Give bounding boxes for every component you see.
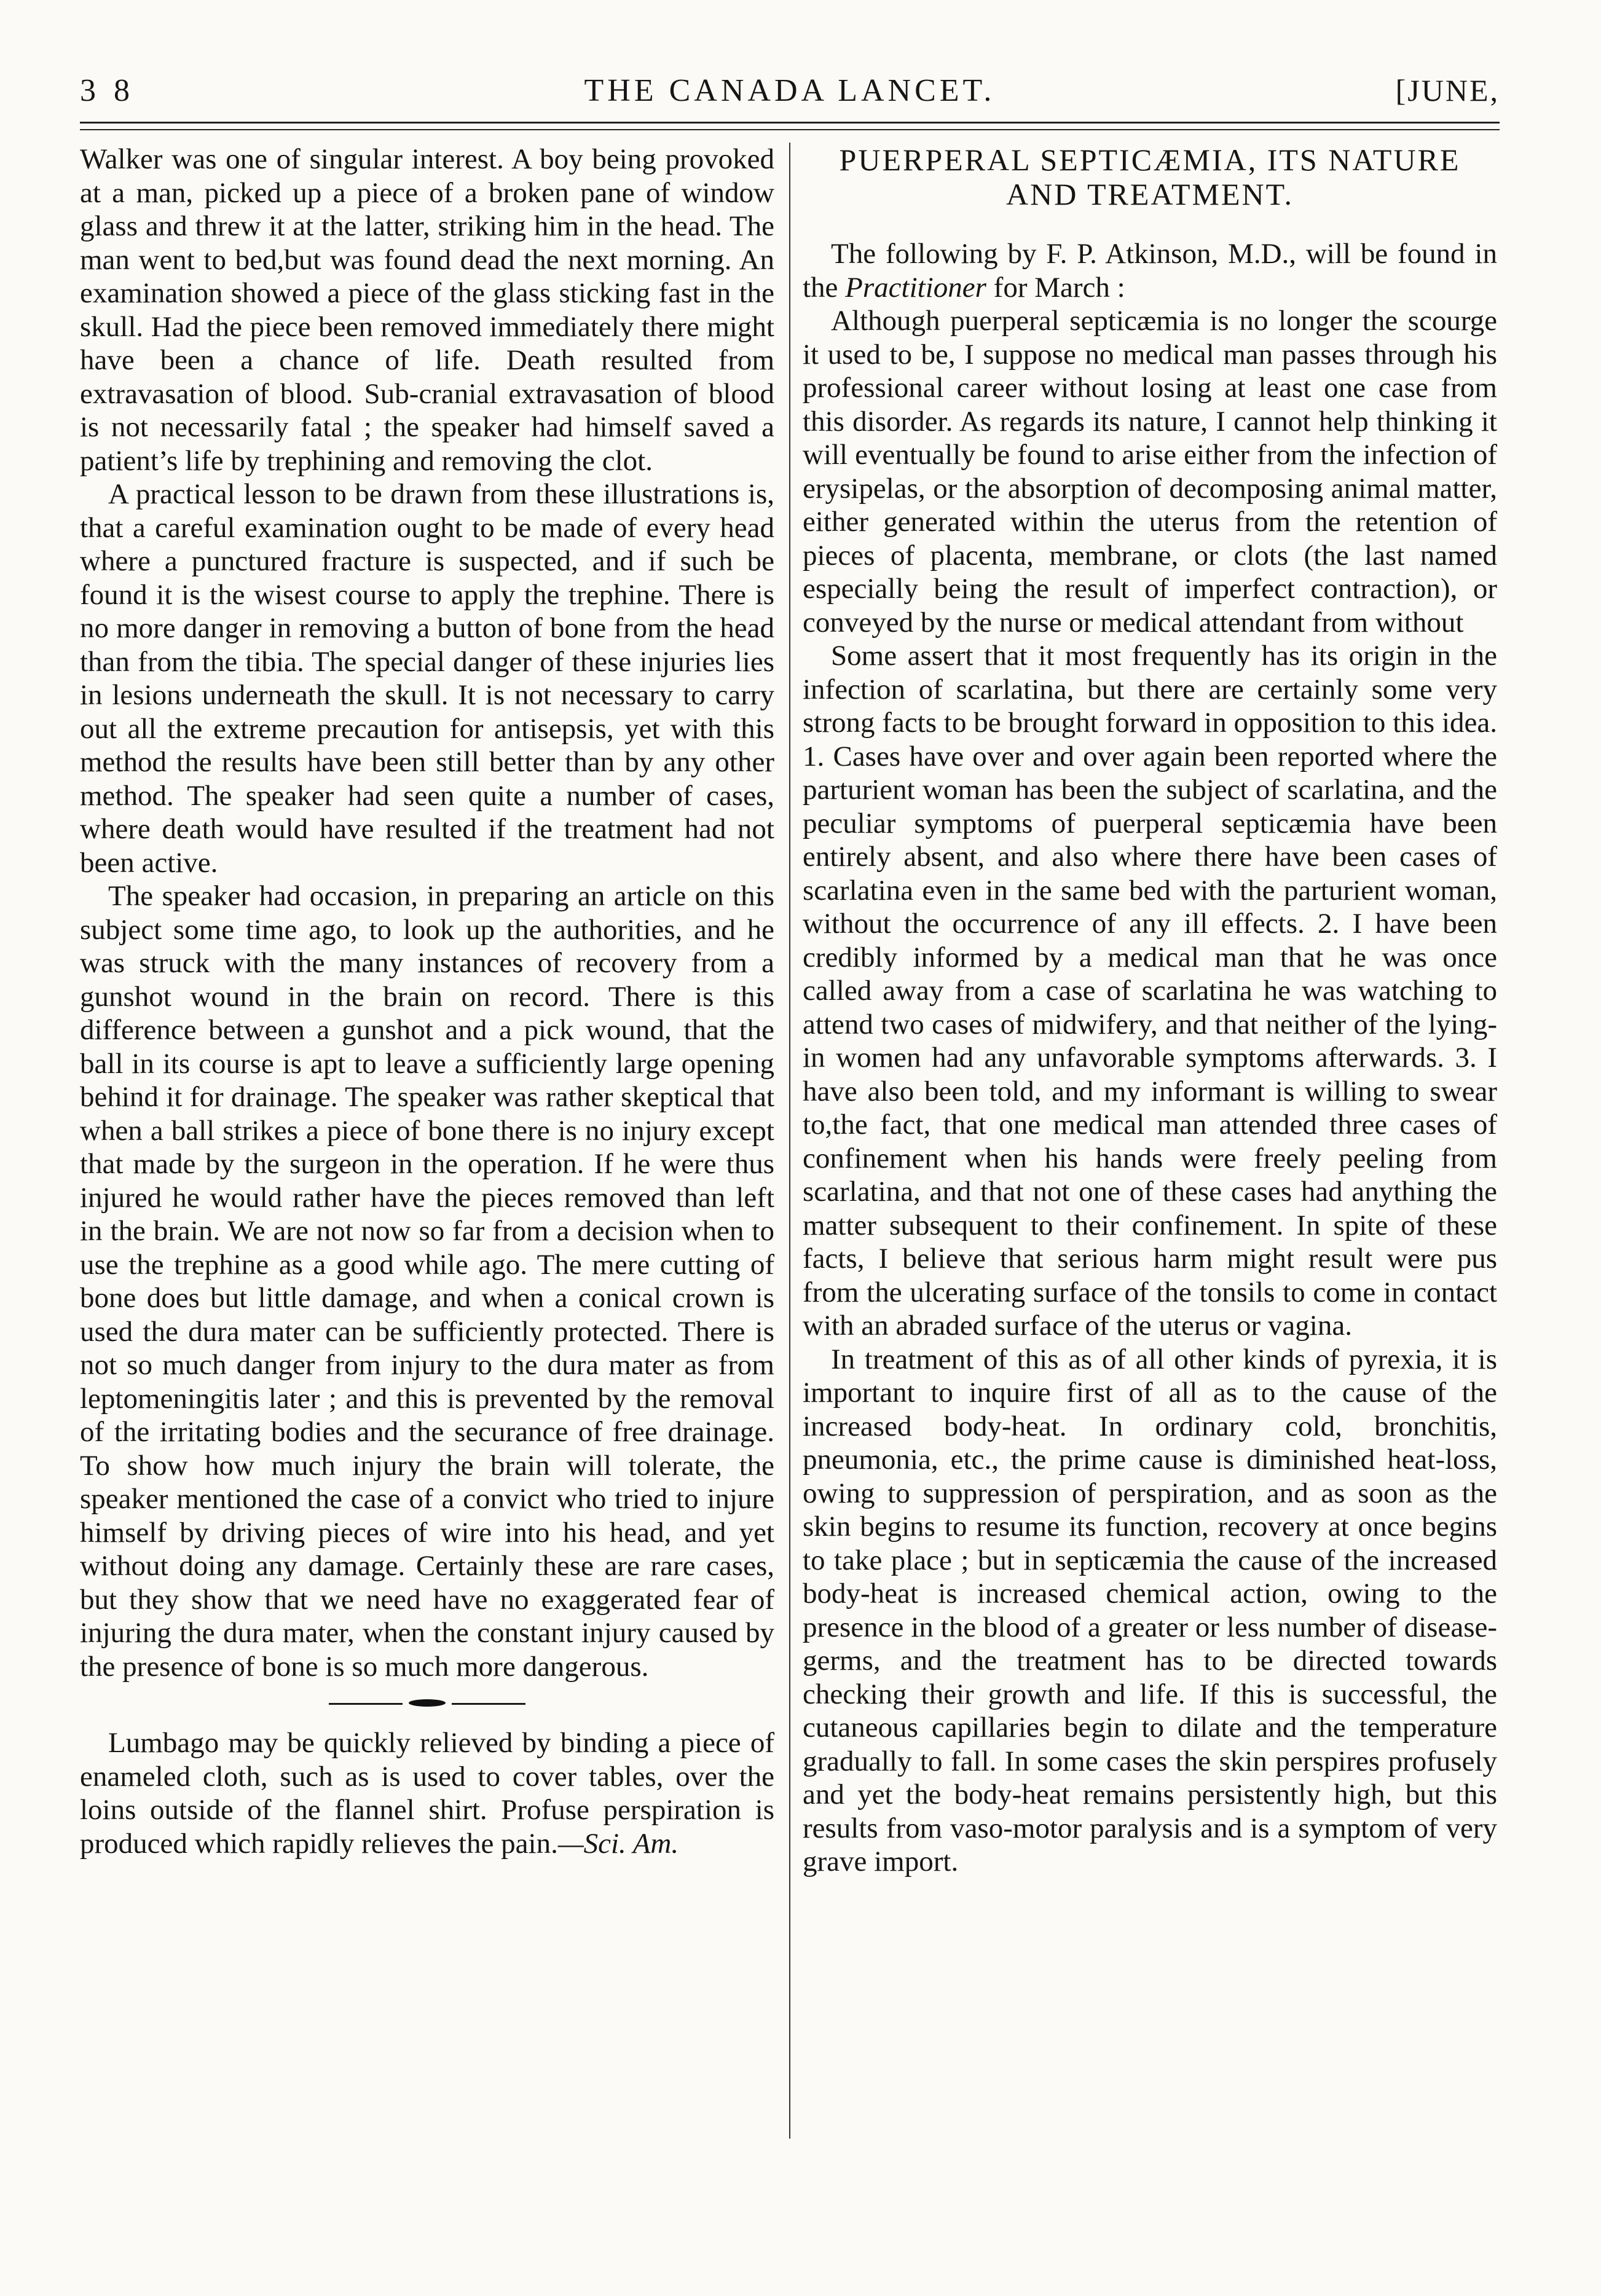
nature-paragraph: Although puerperal septicæmia is no longer the scourge it used to be, I suppose no medical man passes through his professional career without losing at least one case from this disorder. As regards its nature, I cannot help thinking it will eventually be found to arise either from the infection of erysipelas, or the absorption of decomposing animal matter, either generated within the uterus from the retention of pieces of placenta, membrane, or clots (the last named especially being the result of imperfect contraction), or conveyed by the nurse or medical attendant from without — [803, 305, 1497, 639]
article-title: PUERPERAL SEPTICÆMIA, ITS NATURE AND TREATMENT. — [839, 143, 1461, 211]
right-column — [803, 143, 1497, 1879]
left-column — [80, 143, 774, 1860]
gunshot-paragraph: The speaker had occasion, in preparing an article on this subject some time ago, to look up the authorities, and he was struck with the many instances of recovery from a gunshot wound in the brain on record. There is this difference between a gunshot and a pick wound, that the ball in its course is apt to leave a sufficiently large opening behind it for drainage. The speaker was rather skeptical that when a ball strikes a piece of bone there is no injury except that made by the surgeon in the operation. If he were thus injured he would rather have the pieces removed than left in the brain. We are not now so far from a decision when to use the trephine as a good while ago. The mere cutting of bone does but little damage, and when a conical crown is used the dura mater can be sufficiently protected. There is not so much danger from injury to the dura mater as from leptomeningitis later ; and this is prevented by the removal of the irritating bodies and the securance of free drainage. To show how much injury the brain will tolerate, the speaker mentioned the case of a convict who tried to injure himself by driving pieces of wire into his head, and yet without doing any damage. Certainly these are rare cases, but they show that we need have no exaggerated fear of injuring the dura mater, when the constant injury caused by the presence of bone is so much more dangerous. — [80, 880, 774, 1683]
lumbago-source: —Sci. Am. — [557, 1827, 679, 1860]
column-divider — [789, 143, 790, 2139]
lumbago-note — [80, 1726, 774, 1860]
article-intro: The following by F. P. Atkinson, M.D., will be found in the Practitioner for March : — [803, 238, 1497, 304]
lumbago-text: Lumbago may be quickly relieved by binding a piece of enameled cloth, such as is used to cover tables, over the loins outside of the flannel shirt. Profuse perspiration is produced which rapidly relieves the pain. — [80, 1727, 774, 1860]
header-rule-thin — [80, 129, 1500, 130]
header-rule-thick — [80, 122, 1500, 124]
page-number: 3 8 — [80, 73, 135, 108]
running-head — [80, 73, 1500, 122]
scarlatina-paragraph: Some assert that it most frequently has its origin in the infection of scarlatina, but there are certainly some very strong facts to be brought forward in opposition to this idea. 1. Cases have over and over again been reported where the parturient woman has been the subject of scarlatina, and the peculiar symptoms of puerperal septicæmia have been entirely absent, and also where there have been cases of scarlatina even in the same bed with the parturient woman, without the occurrence of any ill effects. 2. I have been credibly informed by a medical man that he was once called away from a case of scarlatina he was watching to attend two cases of midwifery, and that neither of the lying-in women had any unfavorable symptoms afterwards. 3. I have also been told, and my informant is willing to swear to,the fact, that one medical man attended three cases of confinement when his hands were freely peeling from scarlatina, and that not one of these cases had anything the matter subsequent to their confinement. In spite of these facts, I believe that serious harm might result were pus from the ulcerating surface of the tonsils to come in contact with an abraded surface of the uterus or vagina. — [803, 640, 1497, 1342]
running-head-month: [JUNE, — [1395, 73, 1500, 108]
source-journal: Practitioner — [845, 271, 986, 304]
section-ornament — [80, 1683, 774, 1726]
continued-paragraph: Walker was one of singular interest. A boy being provoked at a man, picked up a piece of a broken pane of window glass and threw it at the latter, striking him in the head. The man went to bed,but was found dead the next morning. An examination showed a piece of the glass sticking fast in the skull. Had the piece been removed immediately there might have been a chance of life. Death resulted from extravasation of blood. Sub-cranial extravasation of blood is not necessarily fatal ; the speaker had himself saved a patient’s life by trephining and removing the clot. — [80, 143, 774, 477]
practical-lesson-paragraph: A practical lesson to be drawn from these illustrations is, that a careful examination ought to be made of every head where a punctured fracture is suspected, and if such be found it is the wisest course to apply the trephine. There is no more danger in removing a button of bone from the head than from the tibia. The special danger of these injuries lies in lesions underneath the skull. It is not necessary to carry out all the extreme precaution for antisepsis, yet with this method the results have been still better than by any other method. The speaker had seen quite a number of cases, where death would have resulted if the treatment had not been active. — [80, 478, 774, 879]
journal-title: THE CANADA LANCET. — [584, 73, 996, 108]
treatment-paragraph: In treatment of this as of all other kinds of pyrexia, it is important to inquire first of all as to the cause of the increased body-heat. In ordinary cold, bronchitis, pneumonia, etc., the prime cause is diminished heat-loss, owing to suppression of perspiration, and as soon as the skin begins to resume its function, recovery at once begins to take place ; but in septicæmia the cause of the increased body-heat is increased chemical action, owing to the presence in the blood of a greater or less number of disease-germs, and the treatment has to be directed towards checking their growth and life. If this is successful, the cutaneous capillaries begin to dilate and the temperature gradually to fall. In some cases the skin perspires profusely and yet the body-heat remains persistently high, but this results from vaso-motor paralysis and is a symptom of very grave import. — [803, 1343, 1497, 1877]
